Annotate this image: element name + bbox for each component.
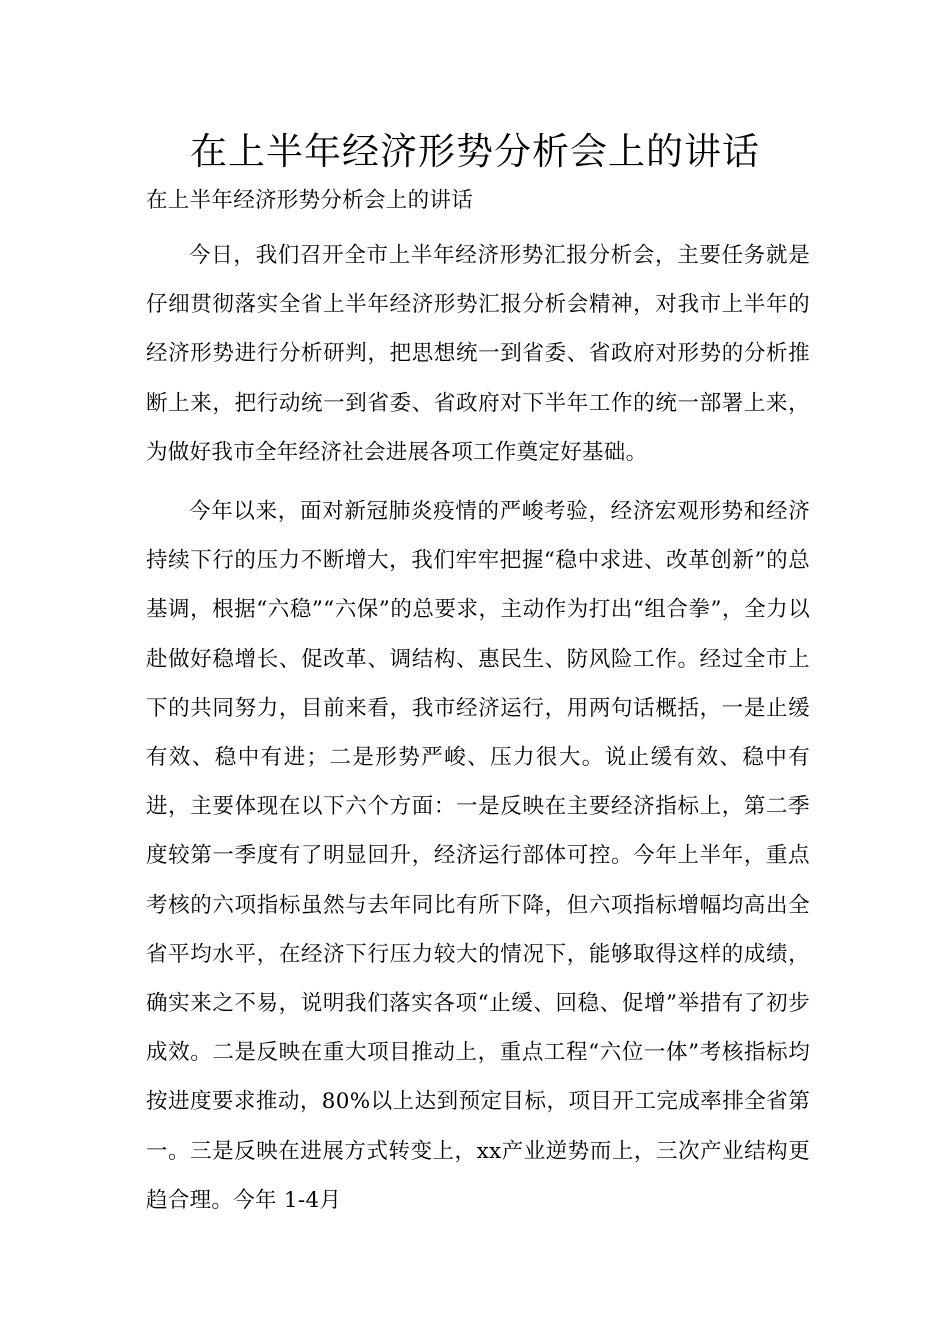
document-title: 在上半年经济形势分析会上的讲话	[190, 130, 760, 173]
document-subtitle: 在上半年经济形势分析会上的讲话	[146, 188, 474, 213]
document-body	[146, 181, 810, 1235]
paragraph-1: 今日，我们召开全市上半年经济形势汇报分析会，主要任务就是仔细贯彻落实全省上半年经济形势汇报分析会精神，对我市上半年的经济形势进行分析研判，把思想统一到省委、省政府对形势的分析推断上来，把行动统一到省委、省政府对下半年工作的统一部署上来，为做好我市全年经济社会进展各项工作奠定好基础。	[146, 243, 810, 465]
paragraph-2: 今年以来，面对新冠肺炎疫情的严峻考验，经济宏观形势和经济持续下行的压力不断增大，我们牢牢把握“稳中求进、改革创新”的总基调，根据“六稳”“六保”的总要求，主动作为打出“组合拳”，全力以赴做好稳增长、促改革、调结构、惠民生、防风险工作。经过全市上下的共同努力，目前来看，我市经济运行，用两句话概括，一是止缓有效、稳中有进；二是形势严峻、压力很大。说止缓有效、稳中有进，主要体现在以下六个方面：一是反映在主要经济指标上，第二季度较第一季度有了明显回升，经济运行部体可控。今年上半年，重点考核的六项指标虽然与去年同比有所下降，但六项指标增幅均高出全省平均水平，在经济下行压力较大的情况下，能够取得这样的成绩，确实来之不易，说明我们落实各项“止缓、回稳、促增”举措有了初步成效。二是反映在重大项目推动上，重点工程“六位一体”考核指标均按进度要求推动，80%以上达到预定目标，项目开工完成率排全省第一。三是反映在进展方式转变上，xx产业逆势而上，三次产业结构更趋合理。今年 1-4月	[146, 499, 810, 1213]
